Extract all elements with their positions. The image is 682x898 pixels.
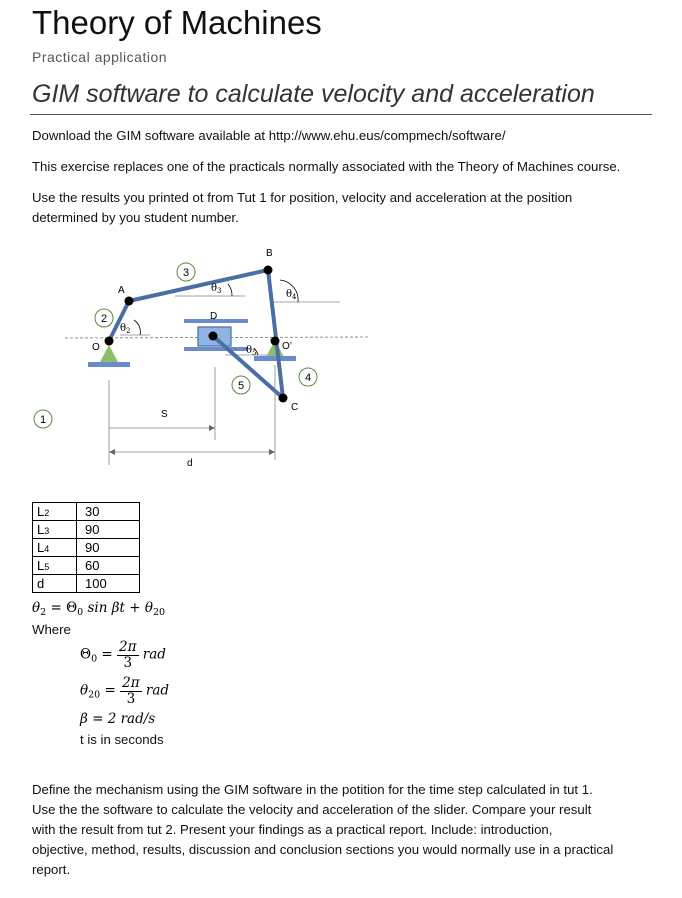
joint-d bbox=[209, 332, 218, 341]
theta2-arc bbox=[134, 320, 140, 335]
task-line-1: Define the mechanism using the GIM software in the potition for the time step calculated in tut 1. bbox=[32, 782, 593, 797]
label-a: A bbox=[118, 285, 125, 296]
dimension-d-arrow-left bbox=[109, 449, 115, 455]
use-results-paragraph bbox=[32, 188, 652, 228]
table-row: d 100 bbox=[33, 575, 140, 593]
theta2-equation: $\theta_2 = \Theta_0$ $\sin \beta t + \theta_{20}$ bbox=[32, 600, 166, 618]
label-theta2: $\theta_2$ bbox=[120, 323, 131, 335]
link-number-1: 1 bbox=[39, 414, 47, 426]
time-note: t is in seconds bbox=[80, 732, 164, 747]
beta-equation: β = 2 rad/s bbox=[80, 711, 156, 727]
joint-a bbox=[125, 297, 134, 306]
joint-o-prime bbox=[271, 337, 280, 346]
task-paragraph bbox=[32, 780, 652, 880]
slider-guide-bottom bbox=[184, 347, 248, 351]
section-heading: GIM software to calculate velocity and acceleration bbox=[32, 80, 595, 108]
table-row: L3 90 bbox=[33, 521, 140, 539]
heading-divider bbox=[30, 114, 652, 115]
dimension-s-arrow bbox=[209, 425, 215, 431]
theta0-fraction: $\frac{2\pi}{3}$ bbox=[119, 639, 137, 671]
where-label: Where bbox=[32, 622, 71, 637]
label-theta5: $\theta_5$ bbox=[246, 345, 257, 357]
label-o-prime: O’ bbox=[282, 341, 292, 352]
ground-base-o bbox=[88, 362, 130, 367]
label-s: S bbox=[161, 409, 168, 420]
replaces-paragraph: This exercise replaces one of the practicals normally associated with the Theory of Machines course. bbox=[32, 159, 621, 174]
link-4 bbox=[268, 270, 283, 398]
link-number-2: 2 bbox=[100, 313, 108, 325]
task-line-2: Use the the software to calculate the velocity and acceleration of the slider. Compare your result bbox=[32, 802, 592, 817]
link-number-4: 4 bbox=[304, 372, 312, 384]
joint-o bbox=[105, 337, 114, 346]
use-results-line-2: determined by you student number. bbox=[32, 210, 239, 225]
task-line-5: report. bbox=[32, 862, 71, 877]
page-subtitle: Practical application bbox=[32, 49, 168, 65]
theta0-equation: $\Theta_0$ = $\frac{2\pi}{3}$ rad bbox=[80, 639, 166, 671]
joint-c bbox=[279, 394, 288, 403]
label-theta4: $\theta_4$ bbox=[286, 289, 297, 301]
label-d-dimension: d bbox=[187, 458, 193, 469]
ground-support-o bbox=[100, 345, 118, 362]
label-d: D bbox=[210, 311, 218, 322]
table-row: L4 90 bbox=[33, 539, 140, 557]
label-o: O bbox=[92, 342, 100, 353]
download-paragraph: Download the GIM software available at http://www.ehu.eus/compmech/software/ bbox=[32, 128, 506, 143]
task-line-3: with the result from tut 2. Present your findings as a practical report. Include: introduction, bbox=[32, 822, 553, 837]
table-row: L5 60 bbox=[33, 557, 140, 575]
link-number-5: 5 bbox=[237, 380, 245, 392]
theta20-fraction: $\frac{2\pi}{3}$ bbox=[122, 675, 140, 707]
dimension-d-arrow-right bbox=[269, 449, 275, 455]
theta20-equation: $\theta_{20}$ = $\frac{2\pi}{3}$ rad bbox=[80, 675, 170, 707]
task-line-4: objective, method, results, discussion and conclusion sections you would normally use in a practical bbox=[32, 842, 614, 857]
use-results-line-1: Use the results you printed ot from Tut 1 for position, velocity and acceleration at the position bbox=[32, 190, 573, 205]
theta3-arc bbox=[228, 284, 232, 296]
label-c: C bbox=[291, 402, 299, 413]
joint-b bbox=[264, 266, 273, 275]
page-title: Theory of Machines bbox=[32, 4, 322, 41]
label-theta3: $\theta_3$ bbox=[211, 283, 222, 295]
link-number-3: 3 bbox=[182, 267, 190, 279]
ground-base-o-prime bbox=[254, 356, 296, 361]
label-b: B bbox=[266, 248, 273, 259]
mechanism-diagram bbox=[0, 240, 682, 500]
link-lengths-table bbox=[32, 502, 140, 593]
table-row: L2 30 bbox=[33, 503, 140, 521]
